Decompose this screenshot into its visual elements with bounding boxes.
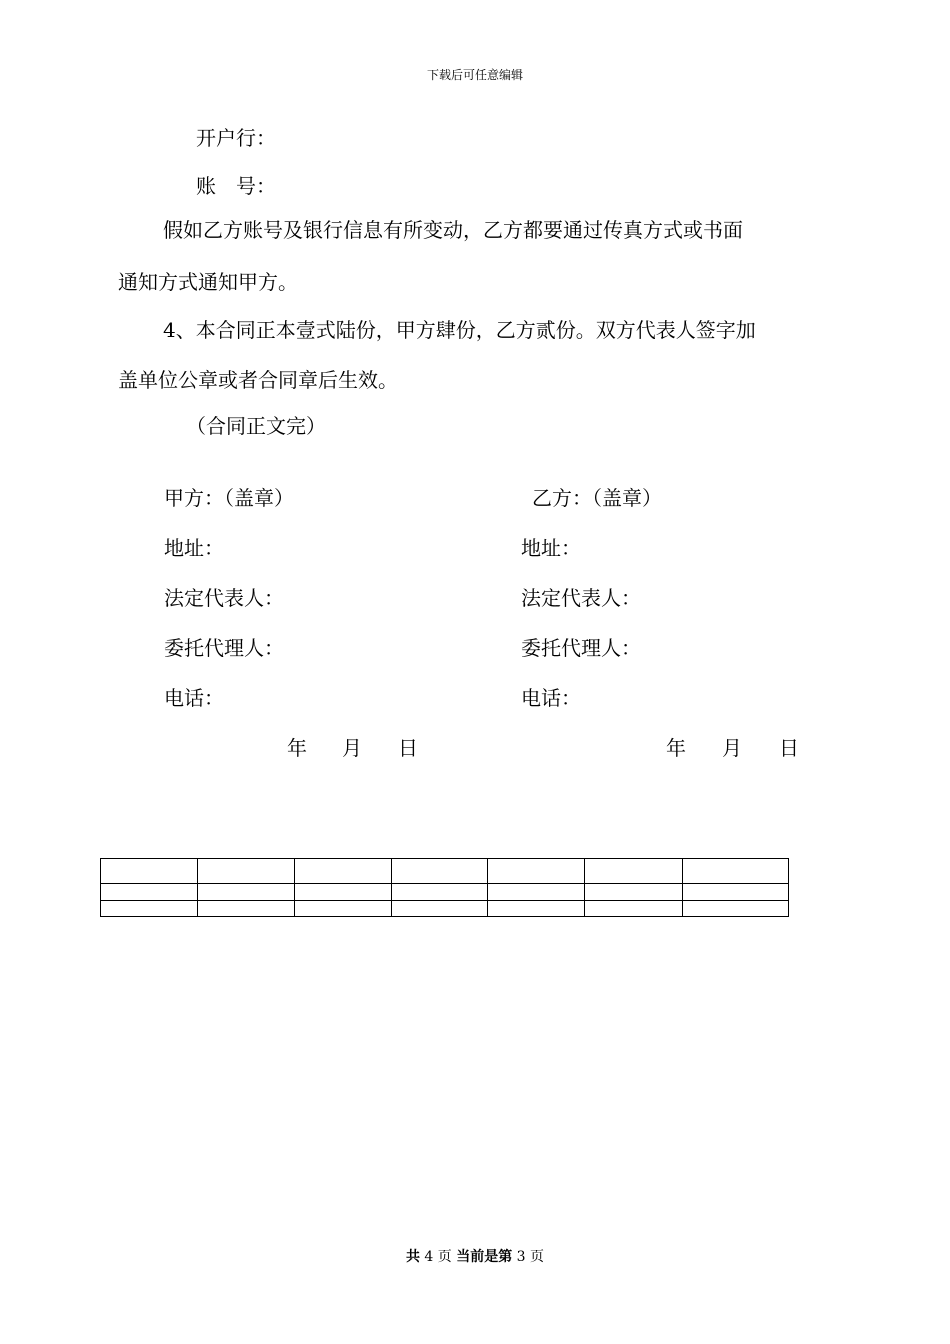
party-a-title: 甲方：（盖章） <box>164 486 294 510</box>
party-b-phone: 电话： <box>521 686 581 710</box>
table-row <box>101 901 789 917</box>
account-label: 账 号： <box>196 174 276 198</box>
table-cell <box>683 859 789 884</box>
footer-total-pages: 4 <box>424 1249 434 1265</box>
table-row <box>101 859 789 884</box>
table-row <box>101 884 789 901</box>
party-a-legal-rep: 法定代表人： <box>164 586 284 610</box>
table-cell <box>488 859 585 884</box>
table-cell <box>391 901 488 917</box>
party-b-title: 乙方：（盖章） <box>532 486 662 510</box>
paragraph-1-line-1: 假如乙方账号及银行信息有所变动，乙方都要通过传真方式或书面 <box>163 218 743 242</box>
table-cell <box>197 884 294 901</box>
party-b-legal-rep: 法定代表人： <box>521 586 641 610</box>
footer-current-page: 3 <box>516 1249 526 1265</box>
table-cell <box>488 901 585 917</box>
table-cell <box>585 901 683 917</box>
table-cell <box>391 859 488 884</box>
page-footer <box>0 1246 950 1266</box>
empty-form-table <box>100 858 789 917</box>
footer-total-prefix: 共 <box>405 1249 420 1265</box>
table-cell <box>585 859 683 884</box>
paragraph-2-line-1: 4、本合同正本壹式陆份，甲方肆份，乙方贰份。双方代表人签字加 <box>163 318 756 342</box>
footer-current-suffix: 页 <box>530 1249 545 1265</box>
bank-label: 开户行： <box>196 126 276 150</box>
paragraph-2-line-2: 盖单位公章或者合同章后生效。 <box>118 368 398 392</box>
paragraph-1-line-2: 通知方式通知甲方。 <box>118 270 298 294</box>
table-cell <box>197 901 294 917</box>
table-cell <box>683 884 789 901</box>
table-cell <box>101 884 198 901</box>
party-a-date-day: 日 <box>398 736 418 760</box>
table-cell <box>197 859 294 884</box>
contract-end-note: （合同正文完） <box>186 414 326 438</box>
party-a-phone: 电话： <box>164 686 224 710</box>
table-cell <box>101 901 198 917</box>
party-b-address: 地址： <box>521 536 581 560</box>
footer-current-prefix: 当前是第 <box>456 1249 513 1265</box>
table-cell <box>101 859 198 884</box>
party-b-date-month: 月 <box>722 736 742 760</box>
table-cell <box>294 884 391 901</box>
table-cell <box>294 901 391 917</box>
party-a-address: 地址： <box>164 536 224 560</box>
table-cell <box>391 884 488 901</box>
party-a-date-year: 年 <box>287 736 307 760</box>
party-b-date-day: 日 <box>779 736 799 760</box>
table-cell <box>488 884 585 901</box>
party-b-agent: 委托代理人： <box>521 636 641 660</box>
page-header: 下载后可任意编辑 <box>426 68 523 82</box>
footer-total-suffix: 页 <box>437 1249 452 1265</box>
table-cell <box>294 859 391 884</box>
party-a-agent: 委托代理人： <box>164 636 284 660</box>
party-b-date-year: 年 <box>666 736 686 760</box>
table-cell <box>683 901 789 917</box>
party-a-date-month: 月 <box>342 736 362 760</box>
table-cell <box>585 884 683 901</box>
